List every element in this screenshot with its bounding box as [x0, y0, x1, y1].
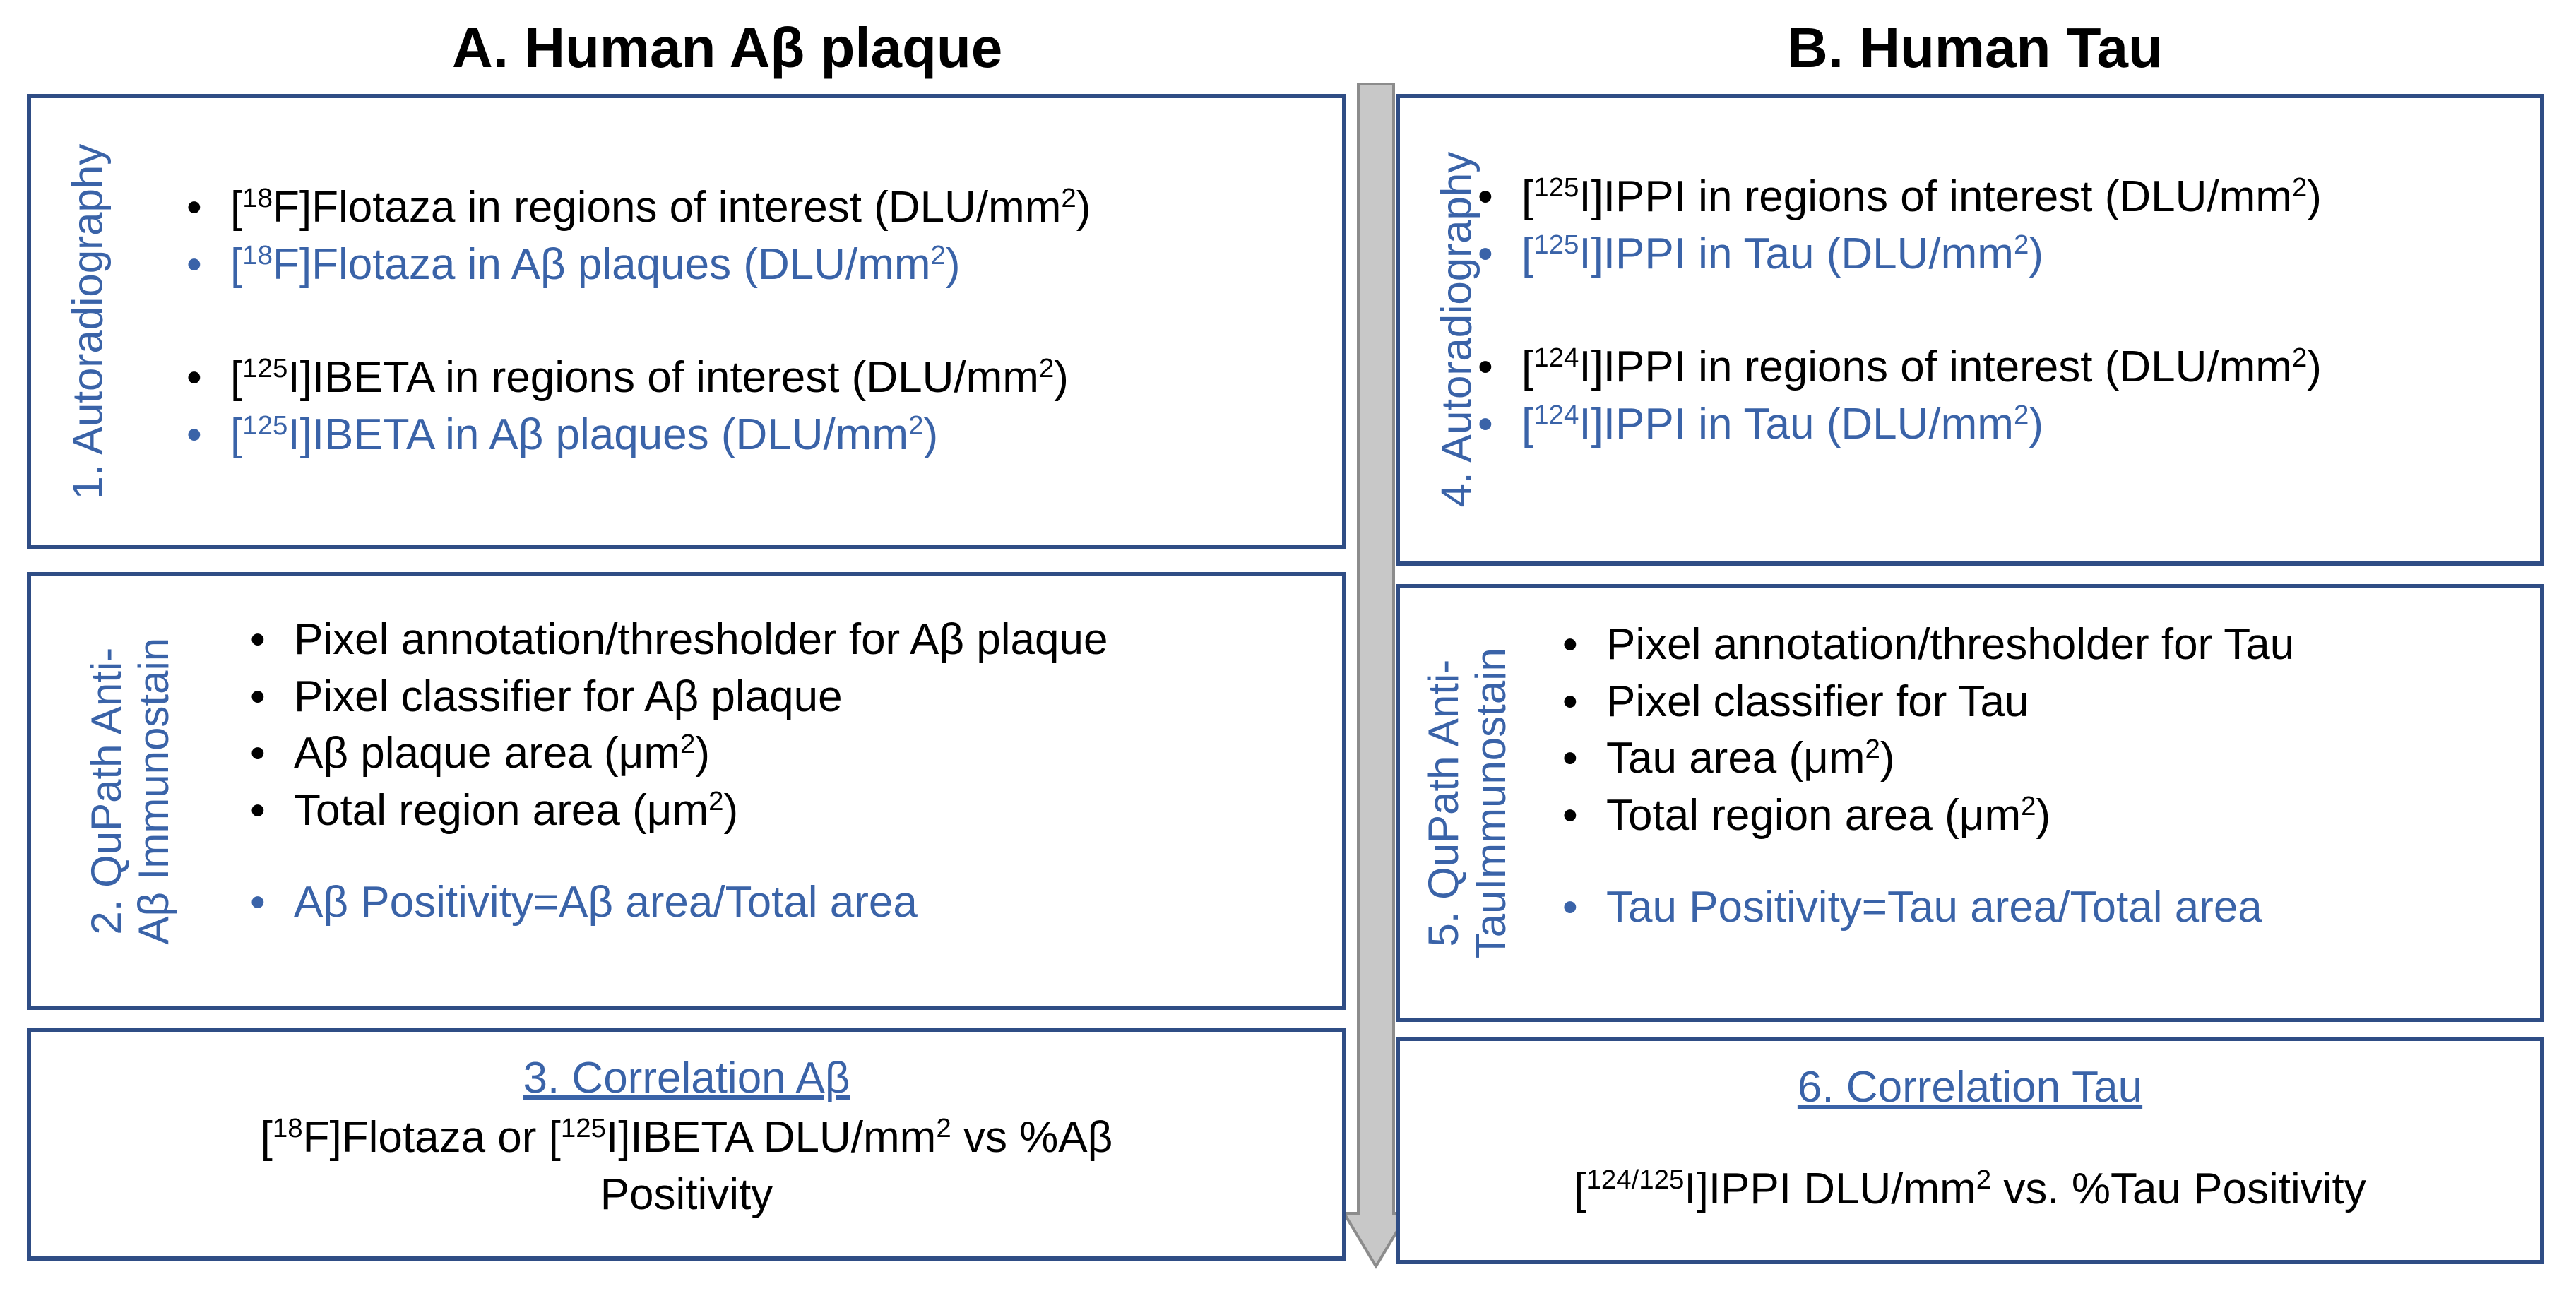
qupath-label-b: 5. QuPath Anti- TauImmunostain [1419, 647, 1514, 959]
panel-b-title: B. Human Tau [1787, 16, 2163, 79]
qupath-item: • Pixel annotation/thresholder for Tau [1562, 620, 2295, 669]
correlation-text-a: [$^{18}$F]Flotaza or [$^{125}$I]IBETA DLU/$mm^2$ vs %Aβ Positivity [260, 1112, 1113, 1219]
panel-a-title: A. Human Aβ plaque [452, 16, 1003, 79]
autorad-item: • [$^{18}$F]Flotaza in regions of interest $(DLU/mm^2)$ [186, 182, 1091, 232]
qupath-item: • Total region area $(\mu m^2)$ [250, 785, 739, 835]
autoradiography-box-a [27, 94, 1346, 549]
autorad-item: • [$^{125}$I]IBETA in regions of interest $(DLU/mm^2)$ [186, 353, 1069, 403]
qupath-box-a [27, 572, 1346, 1010]
correlation-box-a [27, 1028, 1346, 1261]
qupath-item: • Tau area $(\mu m^2)$ [1562, 734, 1895, 783]
correlation-title-b: 6. Correlation Tau [1797, 1063, 2143, 1112]
autorad-item: • [$^{124}$I]IPPI in regions of interest $(DLU/mm^2)$ [1478, 343, 2322, 392]
qupath-positivity: • Tau Positivity=Tau area/Total area [1562, 883, 2262, 932]
autoradiography-label-a: 1. Autoradiography [64, 143, 112, 500]
correlation-text-b: [$^{124/125}$I]IPPI DLU/$mm^2$ vs. %Tau Positivity [1574, 1164, 2366, 1213]
correlation-title-a: 3. Correlation Aβ [523, 1054, 850, 1102]
qupath-item: • Pixel annotation/thresholder for Aβ plaque [250, 615, 1108, 664]
qupath-label-a: 2. QuPath Anti- Aβ Immunostain [82, 637, 177, 945]
qupath-item: • Pixel classifier for Aβ plaque [250, 672, 843, 721]
correlation-box-b [1396, 1037, 2544, 1264]
qupath-box-b [1396, 584, 2544, 1022]
qupath-item: • Aβ plaque area $(\mu m^2)$ [250, 729, 711, 778]
autorad-item: • [$^{125}$I]IPPI in regions of interest $(DLU/mm^2)$ [1478, 172, 2322, 221]
qupath-positivity: • Aβ Positivity=Aβ area/Total area [250, 878, 918, 927]
qupath-item: • Total region area $(\mu m^2)$ [1562, 790, 2051, 840]
autoradiography-label-b: 4. Autoradiography [1432, 152, 1480, 508]
autoradiography-box-b [1396, 94, 2544, 566]
autorad-item: • [$^{125}$I]IPPI in Tau $(DLU/mm^2)$ [1478, 229, 2043, 278]
autorad-item: • [$^{124}$I]IPPI in Tau $(DLU/mm^2)$ [1478, 399, 2043, 448]
autorad-item: • [$^{18}$F]Flotaza in Aβ plaques $(DLU/mm^2)$ [186, 239, 961, 289]
autorad-item: • [$^{125}$I]IBETA in Aβ plaques $(DLU/mm^2)$ [186, 410, 939, 459]
qupath-item: • Pixel classifier for Tau [1562, 677, 2029, 726]
